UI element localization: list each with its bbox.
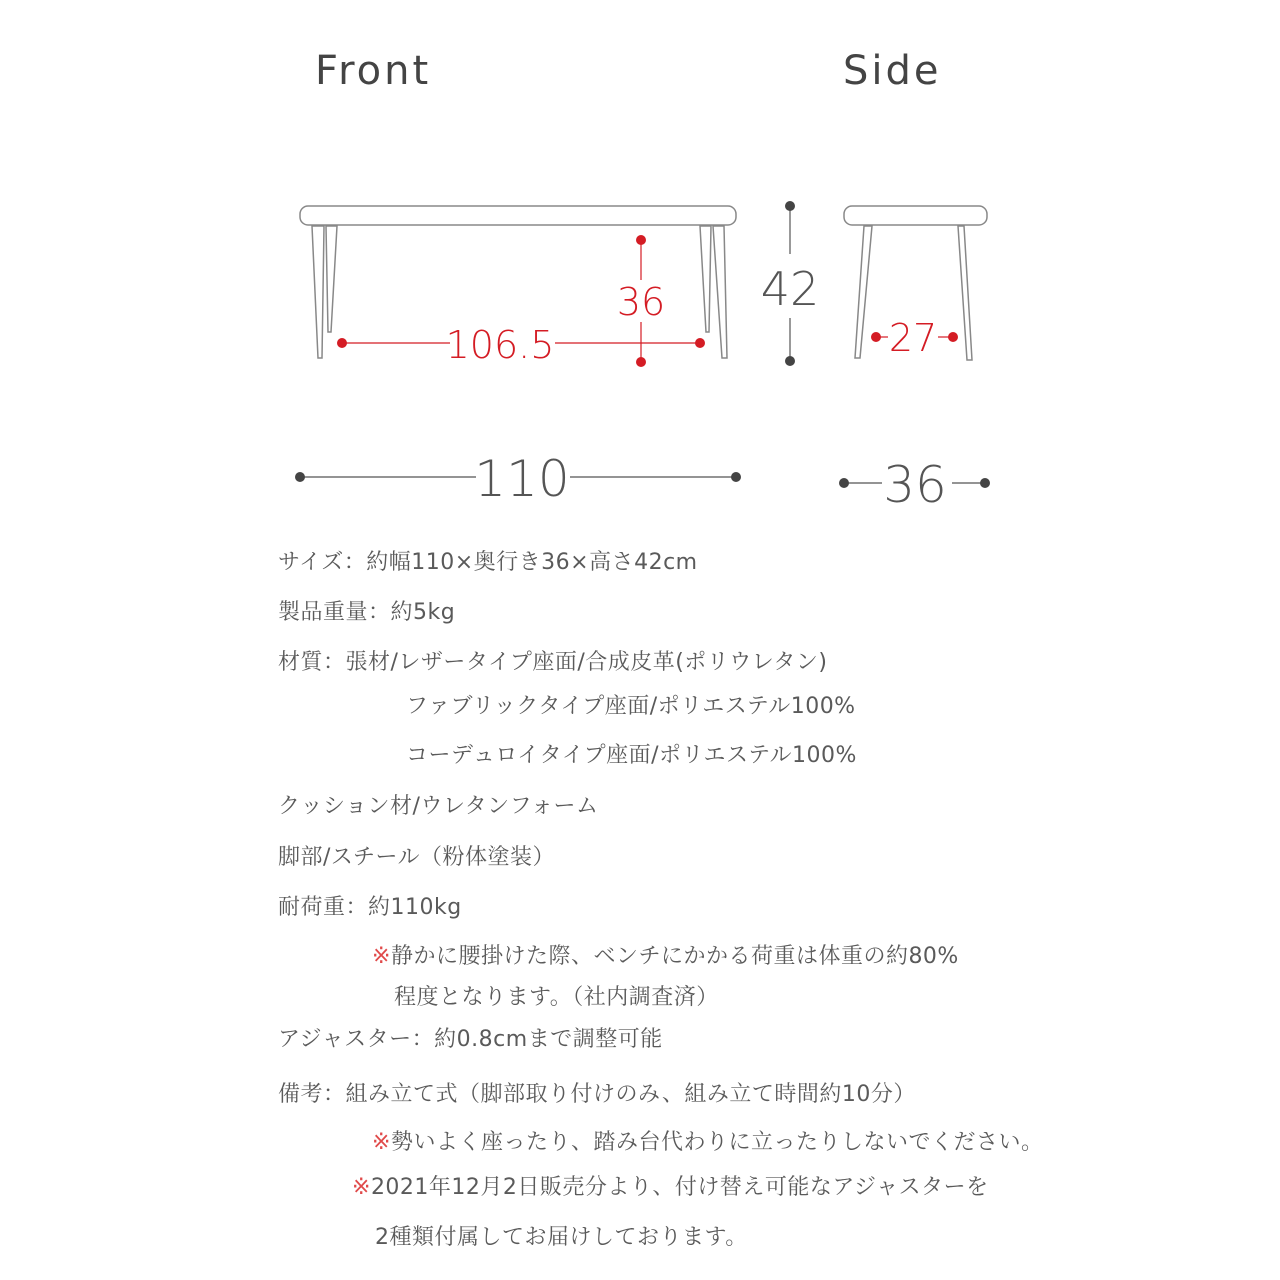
spec-material-leather: 材質：張材/レザータイプ座面/合成皮革(ポリウレタン) [278, 650, 828, 675]
load-note-line-2: 程度となります。（社内調査済） [394, 985, 719, 1010]
note-mark: ※ [372, 944, 391, 969]
height-top-dot [785, 201, 795, 211]
sale-note-text: 2021年12月2日販売分より、付け替え可能なアジャスターを [370, 1175, 989, 1200]
height-value: 42 [760, 262, 820, 316]
front-view-label: Front [315, 48, 432, 94]
sale-note-line-2: 2種類付属してお届けしております。 [375, 1225, 748, 1250]
side-inner-right-dot [948, 332, 958, 342]
side-view-label: Side [843, 48, 942, 94]
sale-note-line-1 [352, 1170, 989, 1201]
spec-adjuster: アジャスター：約0.8cmまで調整可能 [278, 1027, 663, 1052]
dimension-diagram [0, 0, 1280, 560]
remarks-note [372, 1125, 1043, 1156]
inner-width-left-dot [337, 338, 347, 348]
inner-width-value: 106.5 [445, 323, 555, 367]
height-bottom-dot [785, 356, 795, 366]
spec-legs: 脚部/スチール（粉体塗装） [278, 845, 556, 870]
spec-material-fabric: ファブリックタイプ座面/ポリエステル100% [406, 694, 856, 719]
depth-dimension [839, 456, 990, 514]
clearance-top-dot [636, 235, 646, 245]
spec-remarks: 備考：組み立て式（脚部取り付けのみ、組み立て時間約10分） [278, 1082, 916, 1107]
depth-left-dot [839, 478, 849, 488]
front-right-outer-leg [713, 226, 727, 358]
side-left-leg [855, 226, 872, 358]
load-note-line-1 [372, 939, 959, 970]
side-inner-dimension [871, 316, 958, 360]
side-inner-left-dot [871, 332, 881, 342]
front-left-inner-leg [326, 226, 337, 332]
spec-weight: 製品重量：約5kg [278, 600, 456, 625]
note-mark: ※ [352, 1175, 371, 1200]
spec-cushion: クッション材/ウレタンフォーム [278, 794, 599, 819]
seat-clearance-dimension [617, 235, 665, 367]
clearance-bottom-dot [636, 357, 646, 367]
depth-right-dot [980, 478, 990, 488]
side-right-leg [958, 226, 972, 360]
side-seat [844, 206, 987, 225]
spec-load: 耐荷重：約110kg [278, 895, 462, 920]
side-inner-value: 27 [888, 316, 938, 360]
front-seat [300, 206, 736, 225]
front-right-inner-leg [700, 226, 711, 332]
inner-width-right-dot [695, 338, 705, 348]
remarks-note-text: 勢いよく座ったり、踏み台代わりに立ったりしないでください。 [390, 1130, 1044, 1155]
seat-clearance-value: 36 [616, 280, 666, 324]
depth-value: 36 [883, 456, 947, 514]
note-mark: ※ [372, 1130, 391, 1155]
inner-width-dimension [337, 323, 705, 367]
overall-width-right-dot [731, 472, 741, 482]
spec-size: サイズ：約幅110×奥行き36×高さ42cm [278, 550, 698, 575]
overall-width-dimension [295, 450, 741, 508]
height-dimension [761, 201, 820, 366]
overall-width-left-dot [295, 472, 305, 482]
front-left-outer-leg [312, 226, 324, 358]
load-note-text: 静かに腰掛けた際、ベンチにかかる荷重は体重の約80% [390, 944, 959, 969]
overall-width-value: 110 [474, 450, 570, 508]
spec-material-corduroy: コーデュロイタイプ座面/ポリエステル100% [406, 743, 857, 768]
